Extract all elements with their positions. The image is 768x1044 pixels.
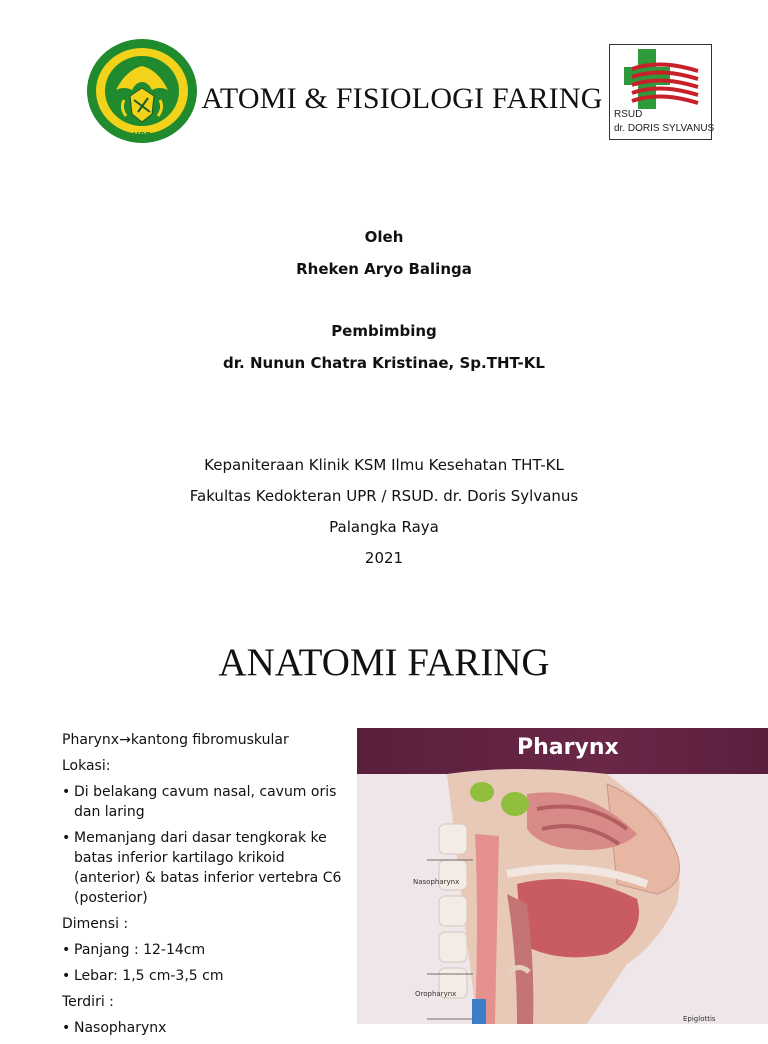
label-epiglottis: Epiglottis — [683, 1015, 716, 1023]
figure-title: Pharynx — [517, 735, 619, 760]
slide-content — [62, 730, 348, 1044]
slide-title: ANATOMI FARING — [218, 641, 550, 684]
info-line-year: 2021 — [364, 549, 404, 567]
presentation-title: ATOMI & FISIOLOGI FARING — [201, 82, 603, 115]
rsud-logo-line2: dr. DORIS SYLVANUS — [614, 123, 715, 134]
lokasi-label: Lokasi: — [62, 758, 111, 774]
pharynx-anatomy-illustration — [357, 774, 768, 1024]
info-line-city: Palangka Raya — [329, 518, 439, 536]
label-nasopharynx: Nasopharynx — [413, 878, 460, 886]
list-item: • Di belakang cavum nasal, cavum oris dan laring — [62, 782, 348, 822]
list-item: • Lebar: 1,5 cm-3,5 cm — [62, 966, 348, 986]
dimensi-label: Dimensi : — [62, 916, 129, 932]
label-oropharynx: Oropharynx — [415, 990, 457, 998]
by-label: Oleh — [364, 228, 404, 246]
svg-text:UPR: UPR — [132, 131, 152, 140]
rsud-logo — [609, 44, 715, 140]
terdiri-label: Terdiri : — [62, 994, 114, 1010]
list-item: • Memanjang dari dasar tengkorak ke batas inferior kartilago krikoid (anterior) & batas inferior vertebra C6 (posterior) — [62, 828, 348, 908]
list-item: • Panjang : 12-14cm — [62, 940, 348, 960]
pharynx-figure — [357, 728, 768, 1024]
rsud-logo-line1: RSUD — [614, 109, 643, 120]
info-line-faculty: Fakultas Kedokteran UPR / RSUD. dr. Doris Sylvanus — [189, 487, 579, 505]
list-item: • Nasopharynx — [62, 1018, 348, 1038]
supervisor-name: dr. Nunun Chatra Kristinae, Sp.THT-KL — [223, 354, 545, 372]
supervisor-label: Pembimbing — [331, 322, 437, 340]
anatomy-slide — [0, 610, 768, 1036]
author-name: Rheken Aryo Balinga — [296, 260, 472, 278]
figure-header — [357, 728, 768, 774]
definition-text: Pharynx→kantong fibromuskular — [62, 732, 289, 748]
info-line-department: Kepaniteraan Klinik KSM Ilmu Kesehatan THT-KL — [204, 456, 564, 474]
